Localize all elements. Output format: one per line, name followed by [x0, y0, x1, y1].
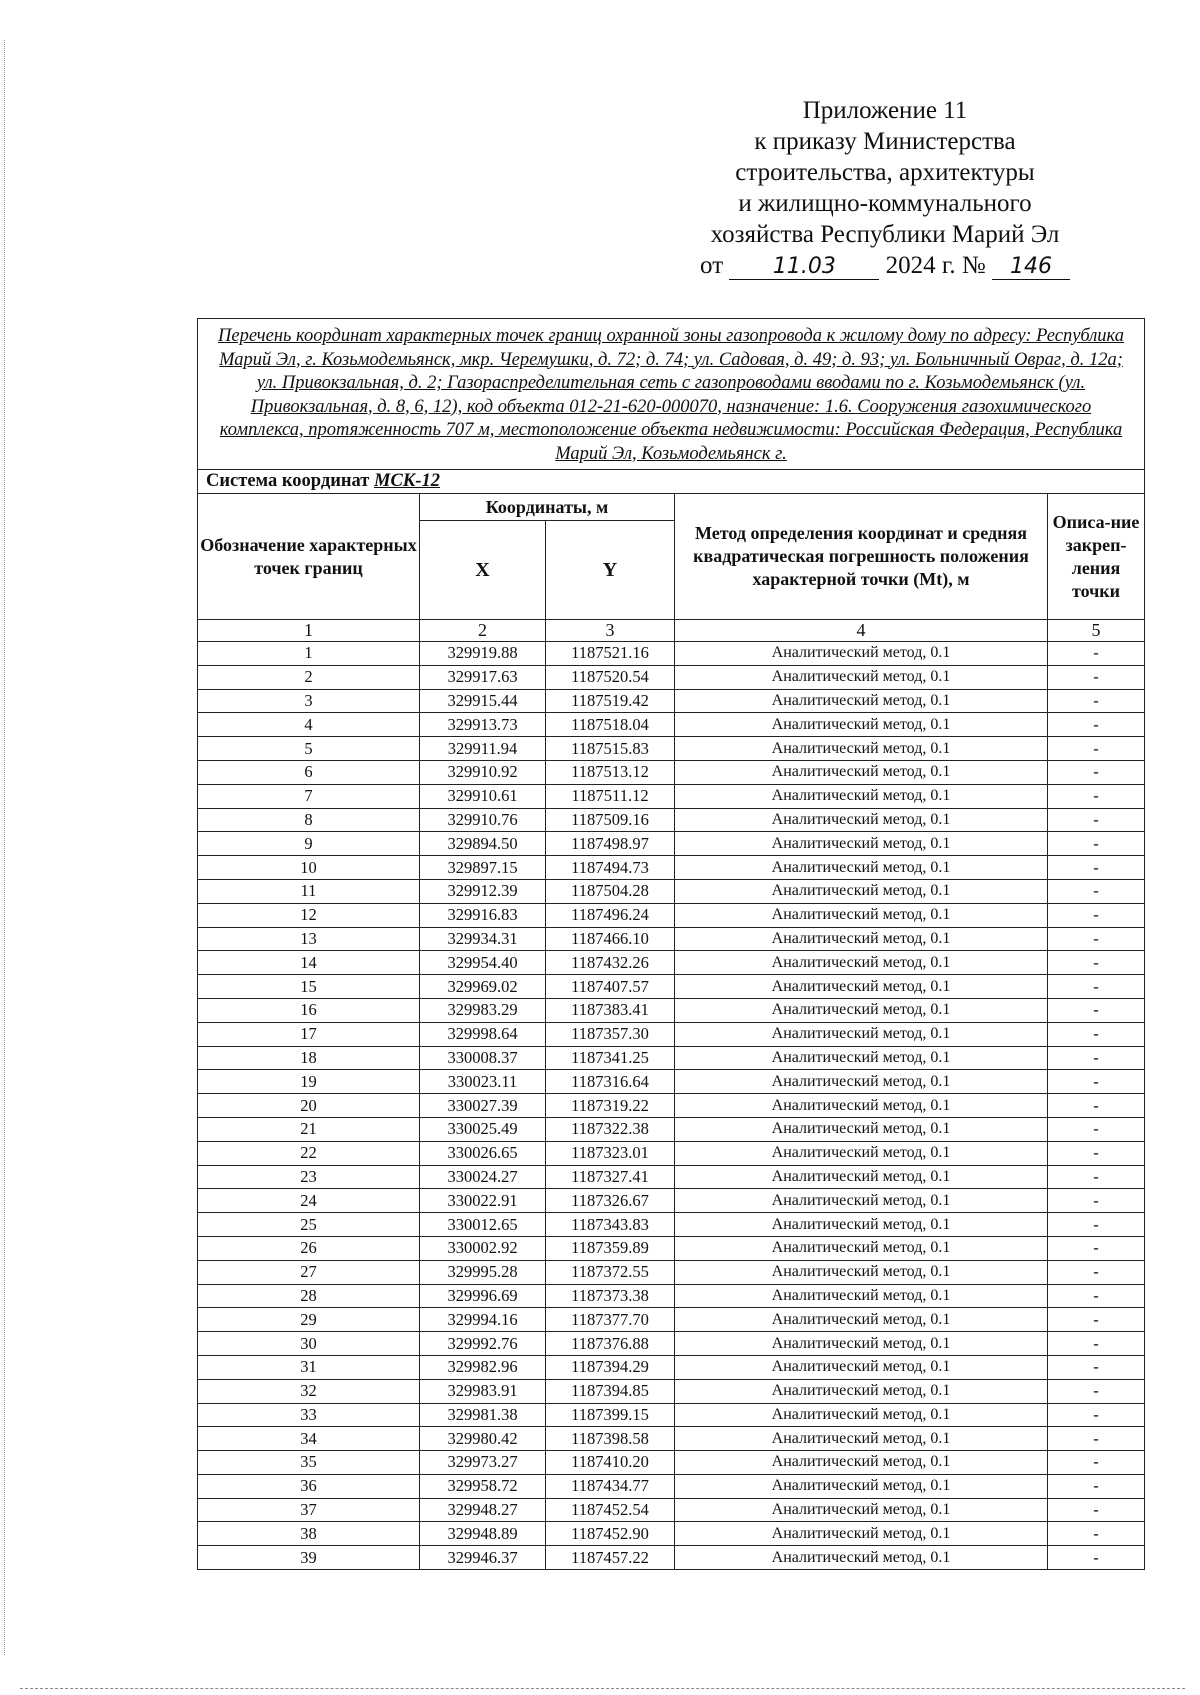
x-coordinate-cell: 329958.72 [420, 1474, 546, 1498]
y-coordinate-cell: 1187398.58 [546, 1427, 675, 1451]
y-coordinate-cell: 1187407.57 [546, 975, 675, 999]
method-cell: Аналитический метод, 0.1 [675, 1117, 1048, 1141]
x-coordinate-cell: 329982.96 [420, 1355, 546, 1379]
table-row [198, 1403, 1145, 1427]
x-coordinate-cell: 329934.31 [420, 927, 546, 951]
scan-bottom-line [20, 1688, 1185, 1689]
header-line: и жилищно-коммунального [738, 190, 1032, 217]
point-number-cell: 1 [198, 642, 420, 666]
description-cell: - [1048, 1355, 1145, 1379]
point-number-cell: 8 [198, 808, 420, 832]
method-cell: Аналитический метод, 0.1 [675, 713, 1048, 737]
point-number-cell: 11 [198, 879, 420, 903]
description-cell: - [1048, 689, 1145, 713]
method-cell: Аналитический метод, 0.1 [675, 665, 1048, 689]
table-row [198, 879, 1145, 903]
table-row [198, 1022, 1145, 1046]
table-row [198, 1498, 1145, 1522]
x-coordinate-cell: 329910.76 [420, 808, 546, 832]
point-number-cell: 13 [198, 927, 420, 951]
y-coordinate-cell: 1187519.42 [546, 689, 675, 713]
point-number-cell: 7 [198, 784, 420, 808]
date-prefix: от [700, 252, 724, 279]
y-coordinate-cell: 1187466.10 [546, 927, 675, 951]
description-cell: - [1048, 1117, 1145, 1141]
description-cell: - [1048, 1308, 1145, 1332]
y-coordinate-cell: 1187377.70 [546, 1308, 675, 1332]
x-coordinate-cell: 329911.94 [420, 737, 546, 761]
x-coordinate-cell: 329910.92 [420, 760, 546, 784]
order-date-line [640, 250, 1130, 281]
x-coordinate-cell: 329995.28 [420, 1260, 546, 1284]
x-coordinate-cell: 329983.29 [420, 998, 546, 1022]
x-coordinate-cell: 330002.92 [420, 1236, 546, 1260]
year-text: 2024 г. № [885, 252, 986, 279]
point-number-cell: 30 [198, 1332, 420, 1356]
description-cell: - [1048, 951, 1145, 975]
x-coordinate-cell: 330026.65 [420, 1141, 546, 1165]
method-cell: Аналитический метод, 0.1 [675, 1379, 1048, 1403]
method-cell: Аналитический метод, 0.1 [675, 1189, 1048, 1213]
table-row [198, 689, 1145, 713]
x-coordinate-cell: 329916.83 [420, 903, 546, 927]
method-cell: Аналитический метод, 0.1 [675, 998, 1048, 1022]
method-cell: Аналитический метод, 0.1 [675, 689, 1048, 713]
y-coordinate-cell: 1187410.20 [546, 1451, 675, 1475]
method-cell: Аналитический метод, 0.1 [675, 784, 1048, 808]
table-row [198, 1451, 1145, 1475]
description-cell: - [1048, 1474, 1145, 1498]
table-row [198, 642, 1145, 666]
description-cell: - [1048, 1141, 1145, 1165]
point-number-cell: 2 [198, 665, 420, 689]
y-coordinate-cell: 1187521.16 [546, 642, 675, 666]
x-coordinate-cell: 329980.42 [420, 1427, 546, 1451]
y-coordinate-cell: 1187357.30 [546, 1022, 675, 1046]
description-cell: - [1048, 1165, 1145, 1189]
method-cell: Аналитический метод, 0.1 [675, 1403, 1048, 1427]
method-cell: Аналитический метод, 0.1 [675, 1165, 1048, 1189]
description-cell: - [1048, 1498, 1145, 1522]
y-coordinate-cell: 1187326.67 [546, 1189, 675, 1213]
scan-margin-dots [4, 40, 5, 1655]
x-coordinate-cell: 329948.89 [420, 1522, 546, 1546]
table-row [198, 856, 1145, 880]
table-row [198, 1355, 1145, 1379]
description-cell: - [1048, 1379, 1145, 1403]
table-row [198, 832, 1145, 856]
method-cell: Аналитический метод, 0.1 [675, 1094, 1048, 1118]
y-coordinate-cell: 1187511.12 [546, 784, 675, 808]
x-coordinate-cell: 330012.65 [420, 1213, 546, 1237]
table-row [198, 1141, 1145, 1165]
y-coordinate-cell: 1187316.64 [546, 1070, 675, 1094]
point-number-cell: 6 [198, 760, 420, 784]
coordinate-system-value: МСК-12 [374, 471, 440, 491]
point-number-cell: 37 [198, 1498, 420, 1522]
x-coordinate-cell: 329919.88 [420, 642, 546, 666]
point-number-cell: 28 [198, 1284, 420, 1308]
x-coordinate-cell: 330025.49 [420, 1117, 546, 1141]
point-number-cell: 23 [198, 1165, 420, 1189]
method-cell: Аналитический метод, 0.1 [675, 1236, 1048, 1260]
table-row [198, 1474, 1145, 1498]
point-number-cell: 9 [198, 832, 420, 856]
coordinate-system-label: Система координат [206, 471, 370, 491]
y-coordinate-cell: 1187383.41 [546, 998, 675, 1022]
header-line: к приказу Министерства [754, 128, 1016, 155]
x-coordinate-cell: 329917.63 [420, 665, 546, 689]
point-number-cell: 38 [198, 1522, 420, 1546]
table-row [198, 1260, 1145, 1284]
x-coordinate-cell: 329981.38 [420, 1403, 546, 1427]
method-cell: Аналитический метод, 0.1 [675, 1522, 1048, 1546]
y-coordinate-cell: 1187394.85 [546, 1379, 675, 1403]
y-coordinate-cell: 1187394.29 [546, 1355, 675, 1379]
y-coordinate-cell: 1187452.90 [546, 1522, 675, 1546]
method-cell: Аналитический метод, 0.1 [675, 879, 1048, 903]
y-coordinate-cell: 1187327.41 [546, 1165, 675, 1189]
description-cell: - [1048, 903, 1145, 927]
point-number-cell: 24 [198, 1189, 420, 1213]
table-row [198, 784, 1145, 808]
table-caption: Перечень координат характерных точек границ охранной зоны газопровода к жилому дому по адресу: Республика Марий Эл, г. Козьмодемьянск, мкр. Черемушки, д. 72; д. 74; ул. Садовая, д. 49; д. 93; ул. Больничный Овраг, д. 12а; ул. Привокзальная, д. 2; Газораспределительная сеть с газопроводами вводами по г. Козьмодемьянск (ул. Привокзальная, д. 8, 6, 12), код объекта 012-21-620-000070, назначение: 1.6. Сооружения газохимического комплекса, протяженность 707 м, местоположение объекта недвижимости: Российская Федерация, Республика Марий Эл, Козьмодемьянск г. [198, 319, 1145, 470]
point-number-cell: 15 [198, 975, 420, 999]
x-coordinate-cell: 329910.61 [420, 784, 546, 808]
header-method: Метод определения координат и средняя квадратическая погрешность положения характерной точки (Mt), м [675, 494, 1048, 620]
description-cell: - [1048, 1332, 1145, 1356]
point-number-cell: 18 [198, 1046, 420, 1070]
x-coordinate-cell: 329913.73 [420, 713, 546, 737]
method-cell: Аналитический метод, 0.1 [675, 1070, 1048, 1094]
method-cell: Аналитический метод, 0.1 [675, 1260, 1048, 1284]
method-cell: Аналитический метод, 0.1 [675, 760, 1048, 784]
description-cell: - [1048, 1236, 1145, 1260]
table-row [198, 1213, 1145, 1237]
header-line: хозяйства Республики Марий Эл [710, 221, 1060, 248]
x-coordinate-cell: 330027.39 [420, 1094, 546, 1118]
method-cell: Аналитический метод, 0.1 [675, 1213, 1048, 1237]
point-number-cell: 22 [198, 1141, 420, 1165]
method-cell: Аналитический метод, 0.1 [675, 903, 1048, 927]
description-cell: - [1048, 760, 1145, 784]
header-coords: Координаты, м [420, 494, 675, 521]
method-cell: Аналитический метод, 0.1 [675, 1451, 1048, 1475]
header-y: Y [546, 521, 675, 620]
point-number-cell: 4 [198, 713, 420, 737]
y-coordinate-cell: 1187372.55 [546, 1260, 675, 1284]
y-coordinate-cell: 1187504.28 [546, 879, 675, 903]
appendix-header [640, 95, 1130, 281]
column-number: 2 [420, 620, 546, 642]
point-number-cell: 21 [198, 1117, 420, 1141]
point-number-cell: 33 [198, 1403, 420, 1427]
y-coordinate-cell: 1187434.77 [546, 1474, 675, 1498]
header-point: Обозначение характерных точек границ [198, 494, 420, 620]
table-row [198, 1070, 1145, 1094]
description-cell: - [1048, 1546, 1145, 1570]
y-coordinate-cell: 1187432.26 [546, 951, 675, 975]
y-coordinate-cell: 1187494.73 [546, 856, 675, 880]
point-number-cell: 10 [198, 856, 420, 880]
table-row [198, 737, 1145, 761]
table-row [198, 713, 1145, 737]
method-cell: Аналитический метод, 0.1 [675, 951, 1048, 975]
coordinate-system-row [198, 470, 1145, 494]
column-number: 5 [1048, 620, 1145, 642]
x-coordinate-cell: 329894.50 [420, 832, 546, 856]
table-row [198, 1165, 1145, 1189]
y-coordinate-cell: 1187341.25 [546, 1046, 675, 1070]
description-cell: - [1048, 1094, 1145, 1118]
table-row [198, 760, 1145, 784]
description-cell: - [1048, 1260, 1145, 1284]
header-desc: Описа-ние закреп-ления точки [1048, 494, 1145, 620]
point-number-cell: 32 [198, 1379, 420, 1403]
table-row [198, 975, 1145, 999]
table-row [198, 1308, 1145, 1332]
y-coordinate-cell: 1187513.12 [546, 760, 675, 784]
method-cell: Аналитический метод, 0.1 [675, 1427, 1048, 1451]
method-cell: Аналитический метод, 0.1 [675, 1022, 1048, 1046]
description-cell: - [1048, 1213, 1145, 1237]
point-number-cell: 25 [198, 1213, 420, 1237]
method-cell: Аналитический метод, 0.1 [675, 856, 1048, 880]
y-coordinate-cell: 1187452.54 [546, 1498, 675, 1522]
table-row [198, 998, 1145, 1022]
table-row [198, 1546, 1145, 1570]
description-cell: - [1048, 1189, 1145, 1213]
column-number: 4 [675, 620, 1048, 642]
method-cell: Аналитический метод, 0.1 [675, 642, 1048, 666]
x-coordinate-cell: 329954.40 [420, 951, 546, 975]
description-cell: - [1048, 1022, 1145, 1046]
header-line: строительства, архитектуры [735, 159, 1035, 186]
coordinates-table [197, 318, 1145, 1570]
point-number-cell: 19 [198, 1070, 420, 1094]
x-coordinate-cell: 329969.02 [420, 975, 546, 999]
y-coordinate-cell: 1187319.22 [546, 1094, 675, 1118]
point-number-cell: 12 [198, 903, 420, 927]
point-number-cell: 27 [198, 1260, 420, 1284]
description-cell: - [1048, 1522, 1145, 1546]
point-number-cell: 35 [198, 1451, 420, 1475]
y-coordinate-cell: 1187520.54 [546, 665, 675, 689]
y-coordinate-cell: 1187399.15 [546, 1403, 675, 1427]
y-coordinate-cell: 1187373.38 [546, 1284, 675, 1308]
x-coordinate-cell: 329897.15 [420, 856, 546, 880]
table-row [198, 927, 1145, 951]
y-coordinate-cell: 1187323.01 [546, 1141, 675, 1165]
y-coordinate-cell: 1187496.24 [546, 903, 675, 927]
x-coordinate-cell: 329946.37 [420, 1546, 546, 1570]
description-cell: - [1048, 1403, 1145, 1427]
description-cell: - [1048, 1070, 1145, 1094]
description-cell: - [1048, 642, 1145, 666]
y-coordinate-cell: 1187518.04 [546, 713, 675, 737]
table-row [198, 903, 1145, 927]
description-cell: - [1048, 665, 1145, 689]
column-number: 1 [198, 620, 420, 642]
table-row [198, 1522, 1145, 1546]
x-coordinate-cell: 329948.27 [420, 1498, 546, 1522]
header-line: Приложение 11 [802, 97, 968, 124]
description-cell: - [1048, 1427, 1145, 1451]
description-cell: - [1048, 1046, 1145, 1070]
column-number: 3 [546, 620, 675, 642]
y-coordinate-cell: 1187498.97 [546, 832, 675, 856]
point-number-cell: 17 [198, 1022, 420, 1046]
table-row [198, 951, 1145, 975]
method-cell: Аналитический метод, 0.1 [675, 1498, 1048, 1522]
x-coordinate-cell: 329912.39 [420, 879, 546, 903]
point-number-cell: 31 [198, 1355, 420, 1379]
table-row [198, 1117, 1145, 1141]
column-number-row [198, 620, 1145, 642]
x-coordinate-cell: 329992.76 [420, 1332, 546, 1356]
description-cell: - [1048, 737, 1145, 761]
point-number-cell: 20 [198, 1094, 420, 1118]
method-cell: Аналитический метод, 0.1 [675, 1141, 1048, 1165]
point-number-cell: 34 [198, 1427, 420, 1451]
x-coordinate-cell: 329983.91 [420, 1379, 546, 1403]
method-cell: Аналитический метод, 0.1 [675, 737, 1048, 761]
x-coordinate-cell: 330022.91 [420, 1189, 546, 1213]
handwritten-order-number: 146 [992, 255, 1070, 280]
table-row [198, 1332, 1145, 1356]
method-cell: Аналитический метод, 0.1 [675, 927, 1048, 951]
x-coordinate-cell: 330023.11 [420, 1070, 546, 1094]
table-row [198, 1236, 1145, 1260]
x-coordinate-cell: 329994.16 [420, 1308, 546, 1332]
y-coordinate-cell: 1187376.88 [546, 1332, 675, 1356]
x-coordinate-cell: 329998.64 [420, 1022, 546, 1046]
table-row [198, 1427, 1145, 1451]
method-cell: Аналитический метод, 0.1 [675, 1284, 1048, 1308]
description-cell: - [1048, 808, 1145, 832]
table-body [198, 642, 1145, 1570]
method-cell: Аналитический метод, 0.1 [675, 1355, 1048, 1379]
description-cell: - [1048, 832, 1145, 856]
y-coordinate-cell: 1187322.38 [546, 1117, 675, 1141]
description-cell: - [1048, 784, 1145, 808]
table-row [198, 1046, 1145, 1070]
description-cell: - [1048, 927, 1145, 951]
table-row [198, 1284, 1145, 1308]
y-coordinate-cell: 1187359.89 [546, 1236, 675, 1260]
method-cell: Аналитический метод, 0.1 [675, 1046, 1048, 1070]
method-cell: Аналитический метод, 0.1 [675, 1308, 1048, 1332]
description-cell: - [1048, 713, 1145, 737]
method-cell: Аналитический метод, 0.1 [675, 1546, 1048, 1570]
header-x: X [420, 521, 546, 620]
table-row [198, 1189, 1145, 1213]
point-number-cell: 16 [198, 998, 420, 1022]
method-cell: Аналитический метод, 0.1 [675, 1332, 1048, 1356]
point-number-cell: 36 [198, 1474, 420, 1498]
method-cell: Аналитический метод, 0.1 [675, 1474, 1048, 1498]
table-row [198, 1379, 1145, 1403]
point-number-cell: 26 [198, 1236, 420, 1260]
method-cell: Аналитический метод, 0.1 [675, 832, 1048, 856]
point-number-cell: 3 [198, 689, 420, 713]
table-row [198, 808, 1145, 832]
table-row [198, 1094, 1145, 1118]
x-coordinate-cell: 330008.37 [420, 1046, 546, 1070]
table-row [198, 665, 1145, 689]
x-coordinate-cell: 329996.69 [420, 1284, 546, 1308]
y-coordinate-cell: 1187343.83 [546, 1213, 675, 1237]
method-cell: Аналитический метод, 0.1 [675, 975, 1048, 999]
x-coordinate-cell: 329915.44 [420, 689, 546, 713]
point-number-cell: 29 [198, 1308, 420, 1332]
description-cell: - [1048, 998, 1145, 1022]
y-coordinate-cell: 1187515.83 [546, 737, 675, 761]
description-cell: - [1048, 856, 1145, 880]
method-cell: Аналитический метод, 0.1 [675, 808, 1048, 832]
y-coordinate-cell: 1187457.22 [546, 1546, 675, 1570]
description-cell: - [1048, 879, 1145, 903]
point-number-cell: 14 [198, 951, 420, 975]
description-cell: - [1048, 975, 1145, 999]
point-number-cell: 39 [198, 1546, 420, 1570]
description-cell: - [1048, 1284, 1145, 1308]
description-cell: - [1048, 1451, 1145, 1475]
y-coordinate-cell: 1187509.16 [546, 808, 675, 832]
handwritten-date: 11.03 [729, 255, 879, 280]
x-coordinate-cell: 329973.27 [420, 1451, 546, 1475]
x-coordinate-cell: 330024.27 [420, 1165, 546, 1189]
point-number-cell: 5 [198, 737, 420, 761]
